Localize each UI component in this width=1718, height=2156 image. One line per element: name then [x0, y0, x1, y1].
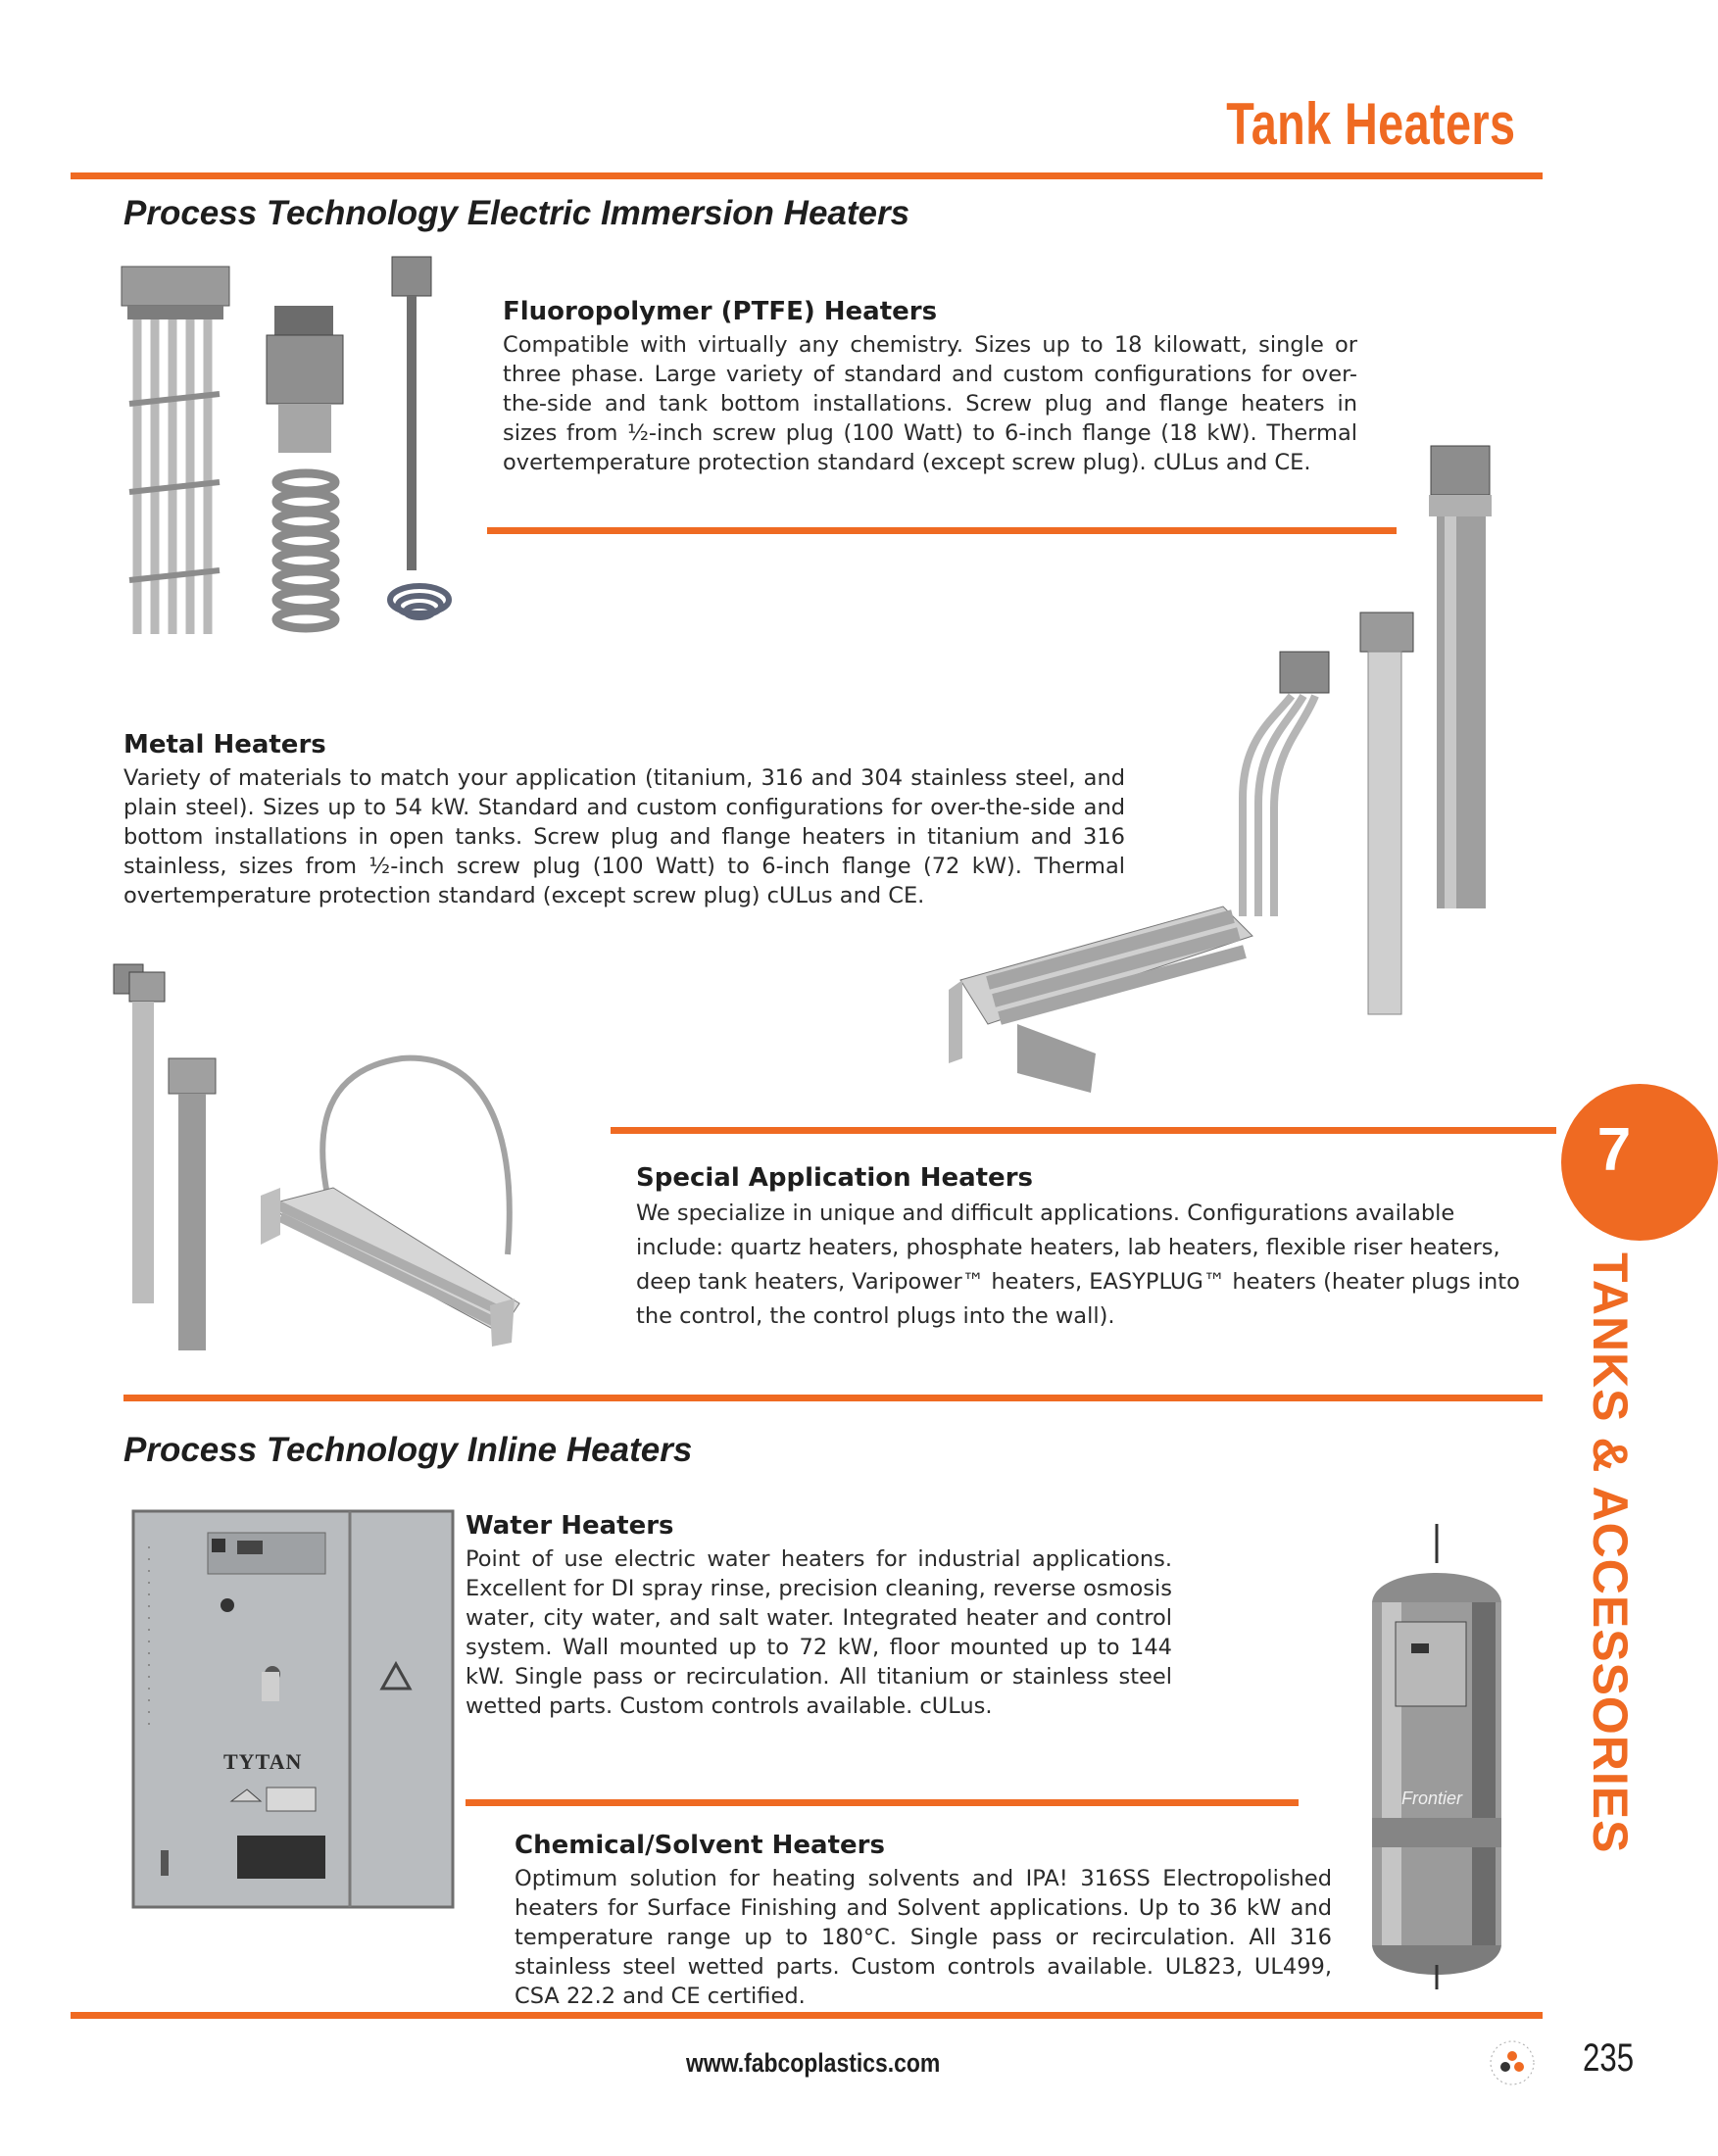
page-number: 235	[1583, 2036, 1635, 2080]
page-title: Tank Heaters	[1225, 91, 1515, 157]
chapter-number: 7	[1596, 1116, 1632, 1184]
header-divider	[71, 172, 1543, 179]
section-title-inline: Process Technology Inline Heaters	[123, 1431, 693, 1469]
water-panel-brand: TYTAN	[223, 1749, 303, 1774]
footer-divider	[71, 2012, 1543, 2019]
metal-title: Metal Heaters	[123, 730, 326, 760]
chemical-block	[515, 1831, 1332, 2011]
water-divider	[466, 1799, 1299, 1806]
section-title-immersion: Process Technology Electric Immersion Heaters	[123, 194, 910, 232]
metal-body: Variety of materials to match your application (titanium, 316 and 304 stainless steel, and plain steel). Sizes up to 54 kW. Standard and custom configurations for over-the-side and bottom installations in open tanks. Screw plug and flange heaters in titanium and 316 stainless, sizes from ½-inch screw plug (100 Watt) to 6-inch flange (72 kW). Thermal overtemperature protection standard (except screw plug) cULus and CE.	[123, 765, 1125, 908]
fluoropolymer-title: Fluoropolymer (PTFE) Heaters	[503, 297, 938, 326]
water-body: Point of use electric water heaters for industrial applications. Excellent for DI spray rinse, precision cleaning, reverse osmosis water, city water, and salt water. Integrated heater and control system. Wall mounted up to 72 kW, floor mounted up to 144 kW. Single pass or recirculation. All titanium or stainless steel wetted parts. Custom controls available. cULus.	[466, 1546, 1172, 1719]
special-block	[636, 1163, 1521, 1334]
chemical-heaters-image	[1352, 1524, 1509, 1989]
special-body: We specialize in unique and difficult applications. Configurations available include: quartz heaters, phosphate heaters, lab heaters, flexible riser heaters, deep tank heaters, Varipower™ heaters, EASYPLUG™ heaters (heater plugs into the control, the control plugs into the wall).	[636, 1200, 1520, 1329]
chapter-label-text: TANKS & ACCESSORIES	[1583, 1252, 1638, 1854]
metal-block	[123, 730, 1125, 910]
chemical-unit-brand: Frontier	[1401, 1788, 1463, 1808]
special-divider	[611, 1127, 1556, 1134]
water-block	[466, 1511, 1172, 1721]
fabco-logo-icon	[1488, 2038, 1537, 2087]
footer-url[interactable]: www.fabcoplastics.com	[686, 2048, 941, 2078]
fluoropolymer-body: Compatible with virtually any chemistry. Sizes up to 18 kilowatt, single or three phase. Large variety of standard and custom configurations for over-the-side and tank bottom installations. Screw plug and flange heaters in sizes from ½-inch screw plug (100 Watt) to 6-inch flange (18 kW). Thermal overtemperature protection standard (except screw plug). cULus and CE.	[503, 332, 1357, 475]
chapter-label	[1583, 1252, 1638, 1854]
fluoropolymer-heaters-image	[110, 257, 492, 668]
special-heaters-image	[108, 960, 598, 1362]
section-divider	[123, 1395, 1543, 1401]
chemical-title: Chemical/Solvent Heaters	[515, 1831, 885, 1860]
water-title: Water Heaters	[466, 1511, 674, 1541]
water-heaters-image	[129, 1507, 459, 1912]
chemical-body: Optimum solution for heating solvents and IPA! 316SS Electropolished heaters for Surface Finishing and Solvent applications. Up to 36 kW and temperature range up to 180°C. Single pass or recirculation. All 316 stainless steel wetted parts. Custom controls available. UL823, UL499, CSA 22.2 and CE certified.	[515, 1866, 1332, 2009]
special-title: Special Application Heaters	[636, 1163, 1033, 1193]
